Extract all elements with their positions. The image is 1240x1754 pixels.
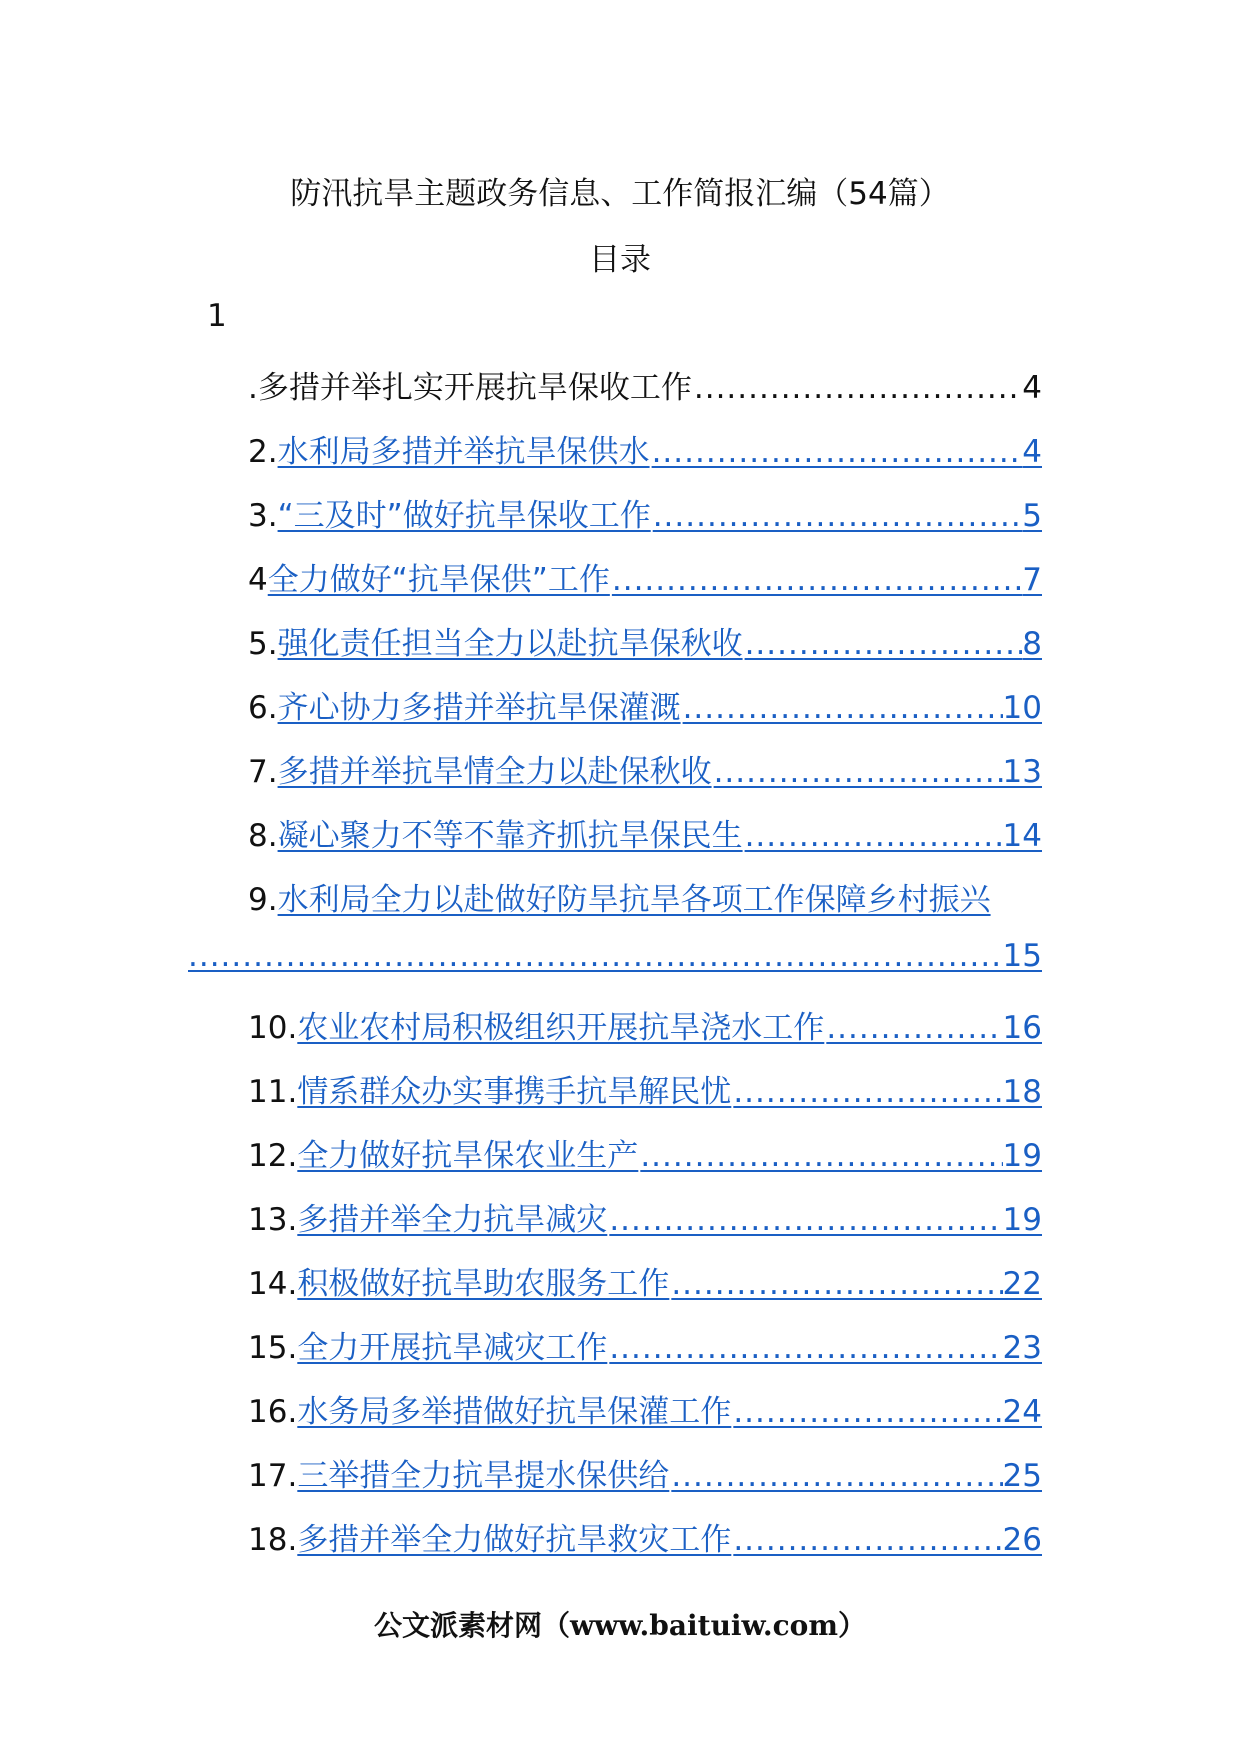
toc-lead-number: 1	[207, 298, 227, 334]
toc-entry-page: 19	[1002, 1202, 1042, 1238]
toc-entry-number: 18.	[248, 1522, 298, 1558]
toc-entry-title: 水利局全力以赴做好防旱抗旱各项工作保障乡村振兴	[277, 882, 991, 918]
toc-leader-dots	[651, 498, 1023, 534]
toc-entry-page: 10	[1002, 690, 1042, 726]
toc-entry-page: 14	[1002, 818, 1042, 854]
toc-entry-number: 5.	[248, 626, 278, 662]
toc-leader-dots	[650, 434, 1023, 470]
toc-heading: 目录	[589, 242, 651, 278]
toc-entry-number: 14.	[248, 1266, 298, 1302]
toc-leader-dots	[692, 370, 1022, 406]
toc-entry-title: 多措并举全力做好抗旱救灾工作	[297, 1522, 732, 1558]
toc-entry-continuation[interactable]	[186, 938, 1042, 982]
toc-entry-number: 6.	[248, 690, 278, 726]
toc-entry[interactable]	[248, 1258, 1042, 1302]
toc-entry-title: .多措并举扎实开展抗旱保收工作	[248, 370, 692, 406]
toc-entry-title: 全力做好抗旱保农业生产	[297, 1138, 639, 1174]
toc-entry-link[interactable]	[297, 1002, 1042, 1046]
toc-entry-link[interactable]	[297, 1450, 1042, 1494]
toc-entry[interactable]	[248, 874, 1042, 918]
toc-entry-number: 17.	[248, 1458, 298, 1494]
toc-entry-number: 15.	[248, 1330, 298, 1366]
toc-entry-link[interactable]	[297, 1258, 1042, 1302]
toc-entry-number: 9.	[248, 882, 278, 918]
toc-entry-page: 16	[1002, 1010, 1042, 1046]
toc-entry-link[interactable]	[278, 874, 1042, 918]
toc-entry-number: 10.	[248, 1010, 298, 1046]
toc-entry-page: 4	[1022, 370, 1042, 406]
toc-entry-number: 2.	[248, 434, 278, 470]
document-title: 防汛抗旱主题政务信息、工作简报汇编（54篇）	[290, 176, 950, 212]
toc-entry-number: 8.	[248, 818, 278, 854]
toc-entry-title: 全力开展抗旱减灾工作	[297, 1330, 608, 1366]
toc-entry[interactable]	[248, 682, 1042, 726]
toc-entry-link[interactable]	[278, 426, 1042, 470]
toc-entry-number: 13.	[248, 1202, 298, 1238]
toc-entry-title: 积极做好抗旱助农服务工作	[297, 1266, 670, 1302]
toc-leader-dots	[669, 1266, 1002, 1302]
toc-entry[interactable]	[248, 746, 1042, 790]
toc-entry-number: 3.	[248, 498, 278, 534]
toc-entry[interactable]	[248, 810, 1042, 854]
toc-entry-title: 农业农村局积极组织开展抗旱浇水工作	[297, 1010, 825, 1046]
toc-entry[interactable]	[248, 1450, 1042, 1494]
toc-leader-dots	[743, 626, 1023, 662]
toc-entry[interactable]	[248, 1322, 1042, 1366]
toc-entry-title: 多措并举全力抗旱减灾	[297, 1202, 608, 1238]
toc-leader-dots	[186, 938, 1003, 974]
toc-entry-title: 水利局多措并举抗旱保供水	[277, 434, 650, 470]
toc-entry-link[interactable]	[278, 746, 1042, 790]
toc-entry[interactable]	[248, 618, 1042, 662]
toc-entry-link[interactable]	[186, 938, 1042, 974]
toc-entry-title: 情系群众办实事携手抗旱解民忧	[297, 1074, 732, 1110]
toc-entry-page: 26	[1002, 1522, 1042, 1558]
toc-leader-dots	[607, 1202, 1002, 1238]
toc-leader-dots	[607, 1330, 1002, 1366]
toc-entry[interactable]	[248, 426, 1042, 470]
toc-leader-dots	[743, 818, 1003, 854]
toc-entry-page: 18	[1002, 1074, 1042, 1110]
toc-entry[interactable]	[248, 1386, 1042, 1430]
toc-entry-title: 凝心聚力不等不靠齐抓抗旱保民生	[277, 818, 743, 854]
toc-entry-page: 8	[1022, 626, 1042, 662]
toc-entry-title: 三举措全力抗旱提水保供给	[297, 1458, 670, 1494]
toc-entry-title: 齐心协力多措并举抗旱保灌溉	[277, 690, 681, 726]
toc-leader-dots	[824, 1010, 1002, 1046]
toc-leader-dots	[610, 562, 1022, 598]
toc-entry-page: 19	[1002, 1138, 1042, 1174]
toc-entry-page: 23	[1002, 1330, 1042, 1366]
toc-leader-dots	[731, 1074, 1002, 1110]
page-footer: 公文派素材网（www.baituiw.com）	[374, 1609, 866, 1642]
toc-entry-link[interactable]	[297, 1194, 1042, 1238]
toc-entry-title: 多措并举抗旱情全力以赴保秋收	[277, 754, 712, 790]
toc-entry-link[interactable]	[297, 1386, 1042, 1430]
toc-leader-dots	[669, 1458, 1002, 1494]
toc-entry-link[interactable]	[278, 682, 1042, 726]
toc-leader-dots	[712, 754, 1003, 790]
toc-entry-number: 4	[248, 562, 268, 598]
toc-entry-link[interactable]	[278, 490, 1042, 534]
toc-entry[interactable]	[248, 1066, 1042, 1110]
toc-entry-link[interactable]	[297, 1322, 1042, 1366]
toc-entry-number: 11.	[248, 1074, 298, 1110]
toc-entry-link[interactable]	[278, 810, 1042, 854]
toc-entry-link[interactable]	[297, 1130, 1042, 1174]
toc-entry[interactable]	[248, 362, 1042, 406]
toc-entry-link[interactable]	[297, 1514, 1042, 1558]
toc-entry-link[interactable]	[297, 1066, 1042, 1110]
toc-entry[interactable]	[248, 1130, 1042, 1174]
toc-entry-title: 强化责任担当全力以赴抗旱保秋收	[277, 626, 743, 662]
toc-entry-page: 25	[1002, 1458, 1042, 1494]
toc-leader-dots	[731, 1394, 1002, 1430]
toc-leader-dots	[638, 1138, 1002, 1174]
toc-entry-page: 13	[1002, 754, 1042, 790]
toc-entry[interactable]	[248, 1514, 1042, 1558]
toc-entry-page: 4	[1022, 434, 1042, 470]
toc-entry-page: 22	[1002, 1266, 1042, 1302]
toc-entry[interactable]	[248, 490, 1042, 534]
toc-entry-link[interactable]	[248, 362, 1042, 406]
toc-entry-page: 15	[1002, 938, 1042, 974]
toc-leader-dots	[731, 1522, 1002, 1558]
toc-entry[interactable]	[248, 1194, 1042, 1238]
toc-entry-number: 12.	[248, 1138, 298, 1174]
toc-entry-page: 5	[1022, 498, 1042, 534]
toc-entry[interactable]	[248, 554, 1042, 598]
toc-entry-page: 7	[1022, 562, 1042, 598]
toc-entry-link[interactable]	[268, 554, 1042, 598]
toc-entry[interactable]	[248, 1002, 1042, 1046]
toc-entry-title: “三及时”做好抗旱保收工作	[277, 498, 651, 534]
toc-entry-title: 水务局多举措做好抗旱保灌工作	[297, 1394, 732, 1430]
toc-entry-number: 16.	[248, 1394, 298, 1430]
toc-entry-title: 全力做好“抗旱保供”工作	[267, 562, 610, 598]
toc-entry-page: 24	[1002, 1394, 1042, 1430]
toc-entry-number: 7.	[248, 754, 278, 790]
toc-entry-link[interactable]	[278, 618, 1042, 662]
toc-leader-dots	[681, 690, 1003, 726]
